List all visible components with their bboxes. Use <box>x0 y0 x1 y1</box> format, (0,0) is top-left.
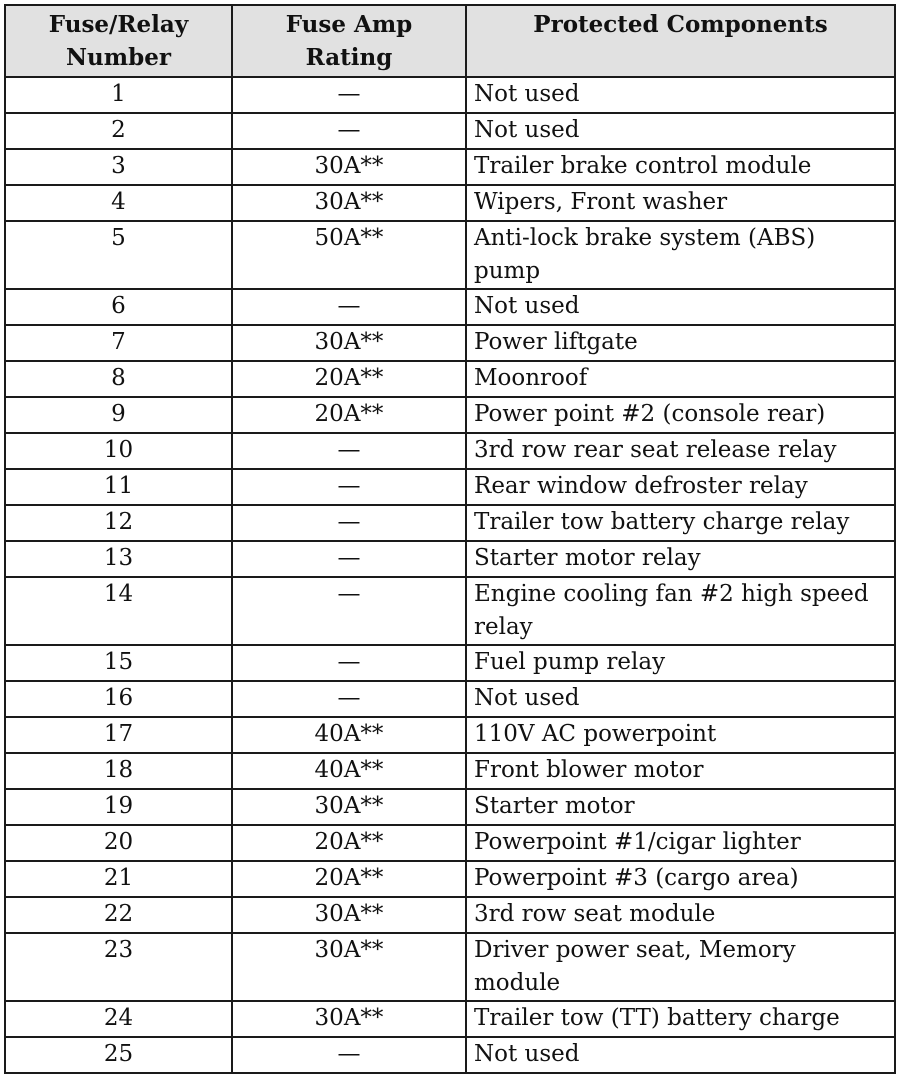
amp-rating-cell: 30A** <box>232 1001 466 1037</box>
fuse-number-cell: 23 <box>5 933 232 1001</box>
fuse-number-cell: 7 <box>5 325 232 361</box>
table-row <box>5 933 895 1001</box>
amp-rating-cell: 20A** <box>232 361 466 397</box>
table-row <box>5 221 895 289</box>
header-fuse-relay-number <box>5 5 232 77</box>
table-row <box>5 1037 895 1073</box>
fuse-number-cell: 10 <box>5 433 232 469</box>
protected-component-cell: 110V AC powerpoint <box>466 717 895 753</box>
amp-rating-cell: — <box>232 77 466 113</box>
fuse-number-cell: 19 <box>5 789 232 825</box>
amp-rating-cell: — <box>232 541 466 577</box>
protected-component-cell: Front blower motor <box>466 753 895 789</box>
table-row <box>5 185 895 221</box>
header-fuse-relay-number-line2: Number <box>66 44 171 71</box>
table-row <box>5 289 895 325</box>
amp-rating-cell: 50A** <box>232 221 466 289</box>
table-row <box>5 645 895 681</box>
table-row <box>5 505 895 541</box>
table-body <box>5 77 895 1073</box>
fuse-number-cell: 1 <box>5 77 232 113</box>
table-row <box>5 825 895 861</box>
table-row <box>5 577 895 645</box>
header-fuse-relay-number-line1: Fuse/Relay <box>48 11 189 38</box>
fuse-number-cell: 20 <box>5 825 232 861</box>
header-fuse-amp-rating-line2: Rating <box>305 44 393 71</box>
protected-component-cell: Power liftgate <box>466 325 895 361</box>
amp-rating-cell: — <box>232 1037 466 1073</box>
protected-component-cell: 3rd row seat module <box>466 897 895 933</box>
fuse-number-cell: 13 <box>5 541 232 577</box>
amp-rating-cell: 30A** <box>232 325 466 361</box>
fuse-number-cell: 17 <box>5 717 232 753</box>
amp-rating-cell: — <box>232 433 466 469</box>
protected-component-cell: Wipers, Front washer <box>466 185 895 221</box>
table-header <box>5 5 895 77</box>
fuse-number-cell: 5 <box>5 221 232 289</box>
protected-component-cell: Rear window defroster relay <box>466 469 895 505</box>
amp-rating-cell: 30A** <box>232 933 466 1001</box>
fuse-number-cell: 18 <box>5 753 232 789</box>
fuse-number-cell: 9 <box>5 397 232 433</box>
table-row <box>5 433 895 469</box>
protected-component-cell: Moonroof <box>466 361 895 397</box>
fuse-number-cell: 24 <box>5 1001 232 1037</box>
table-row <box>5 861 895 897</box>
table-row <box>5 541 895 577</box>
amp-rating-cell: 40A** <box>232 753 466 789</box>
table-row <box>5 325 895 361</box>
fuse-number-cell: 14 <box>5 577 232 645</box>
amp-rating-cell: 40A** <box>232 717 466 753</box>
amp-rating-cell: 30A** <box>232 789 466 825</box>
fuse-relay-table <box>4 4 896 1074</box>
amp-rating-cell: — <box>232 681 466 717</box>
table-row <box>5 897 895 933</box>
amp-rating-cell: — <box>232 577 466 645</box>
amp-rating-cell: — <box>232 113 466 149</box>
protected-component-cell: Engine cooling fan #2 high speed relay <box>466 577 895 645</box>
protected-component-cell: Trailer tow (TT) battery charge <box>466 1001 895 1037</box>
fuse-number-cell: 2 <box>5 113 232 149</box>
protected-component-cell: Not used <box>466 681 895 717</box>
protected-component-cell: Not used <box>466 113 895 149</box>
amp-rating-cell: — <box>232 289 466 325</box>
table-row <box>5 149 895 185</box>
fuse-number-cell: 3 <box>5 149 232 185</box>
amp-rating-cell: 20A** <box>232 825 466 861</box>
amp-rating-cell: 20A** <box>232 861 466 897</box>
fuse-number-cell: 8 <box>5 361 232 397</box>
protected-component-cell: 3rd row rear seat release relay <box>466 433 895 469</box>
fuse-number-cell: 25 <box>5 1037 232 1073</box>
fuse-number-cell: 11 <box>5 469 232 505</box>
fuse-number-cell: 16 <box>5 681 232 717</box>
header-row <box>5 5 895 77</box>
fuse-number-cell: 6 <box>5 289 232 325</box>
protected-component-cell: Power point #2 (console rear) <box>466 397 895 433</box>
amp-rating-cell: — <box>232 469 466 505</box>
header-fuse-amp-rating <box>232 5 466 77</box>
protected-component-cell: Powerpoint #3 (cargo area) <box>466 861 895 897</box>
protected-component-cell: Fuel pump relay <box>466 645 895 681</box>
amp-rating-cell: 20A** <box>232 397 466 433</box>
table-row <box>5 681 895 717</box>
table-row <box>5 469 895 505</box>
protected-component-cell: Not used <box>466 289 895 325</box>
amp-rating-cell: 30A** <box>232 185 466 221</box>
header-fuse-amp-rating-line1: Fuse Amp <box>285 11 413 38</box>
protected-component-cell: Not used <box>466 77 895 113</box>
amp-rating-cell: 30A** <box>232 149 466 185</box>
table-row <box>5 753 895 789</box>
table-row <box>5 789 895 825</box>
protected-component-cell: Not used <box>466 1037 895 1073</box>
table-row <box>5 113 895 149</box>
table-row <box>5 361 895 397</box>
fuse-number-cell: 12 <box>5 505 232 541</box>
fuse-number-cell: 15 <box>5 645 232 681</box>
amp-rating-cell: 30A** <box>232 897 466 933</box>
amp-rating-cell: — <box>232 505 466 541</box>
table-row <box>5 397 895 433</box>
protected-component-cell: Powerpoint #1/cigar lighter <box>466 825 895 861</box>
fuse-number-cell: 4 <box>5 185 232 221</box>
protected-component-cell: Anti-lock brake system (ABS) pump <box>466 221 895 289</box>
protected-component-cell: Trailer brake control module <box>466 149 895 185</box>
protected-component-cell: Trailer tow battery charge relay <box>466 505 895 541</box>
protected-component-cell: Starter motor <box>466 789 895 825</box>
table-row <box>5 77 895 113</box>
fuse-number-cell: 21 <box>5 861 232 897</box>
amp-rating-cell: — <box>232 645 466 681</box>
protected-component-cell: Driver power seat, Memory module <box>466 933 895 1001</box>
protected-component-cell: Starter motor relay <box>466 541 895 577</box>
header-protected-components: Protected Components <box>466 5 895 77</box>
table-row <box>5 1001 895 1037</box>
table-row <box>5 717 895 753</box>
fuse-number-cell: 22 <box>5 897 232 933</box>
